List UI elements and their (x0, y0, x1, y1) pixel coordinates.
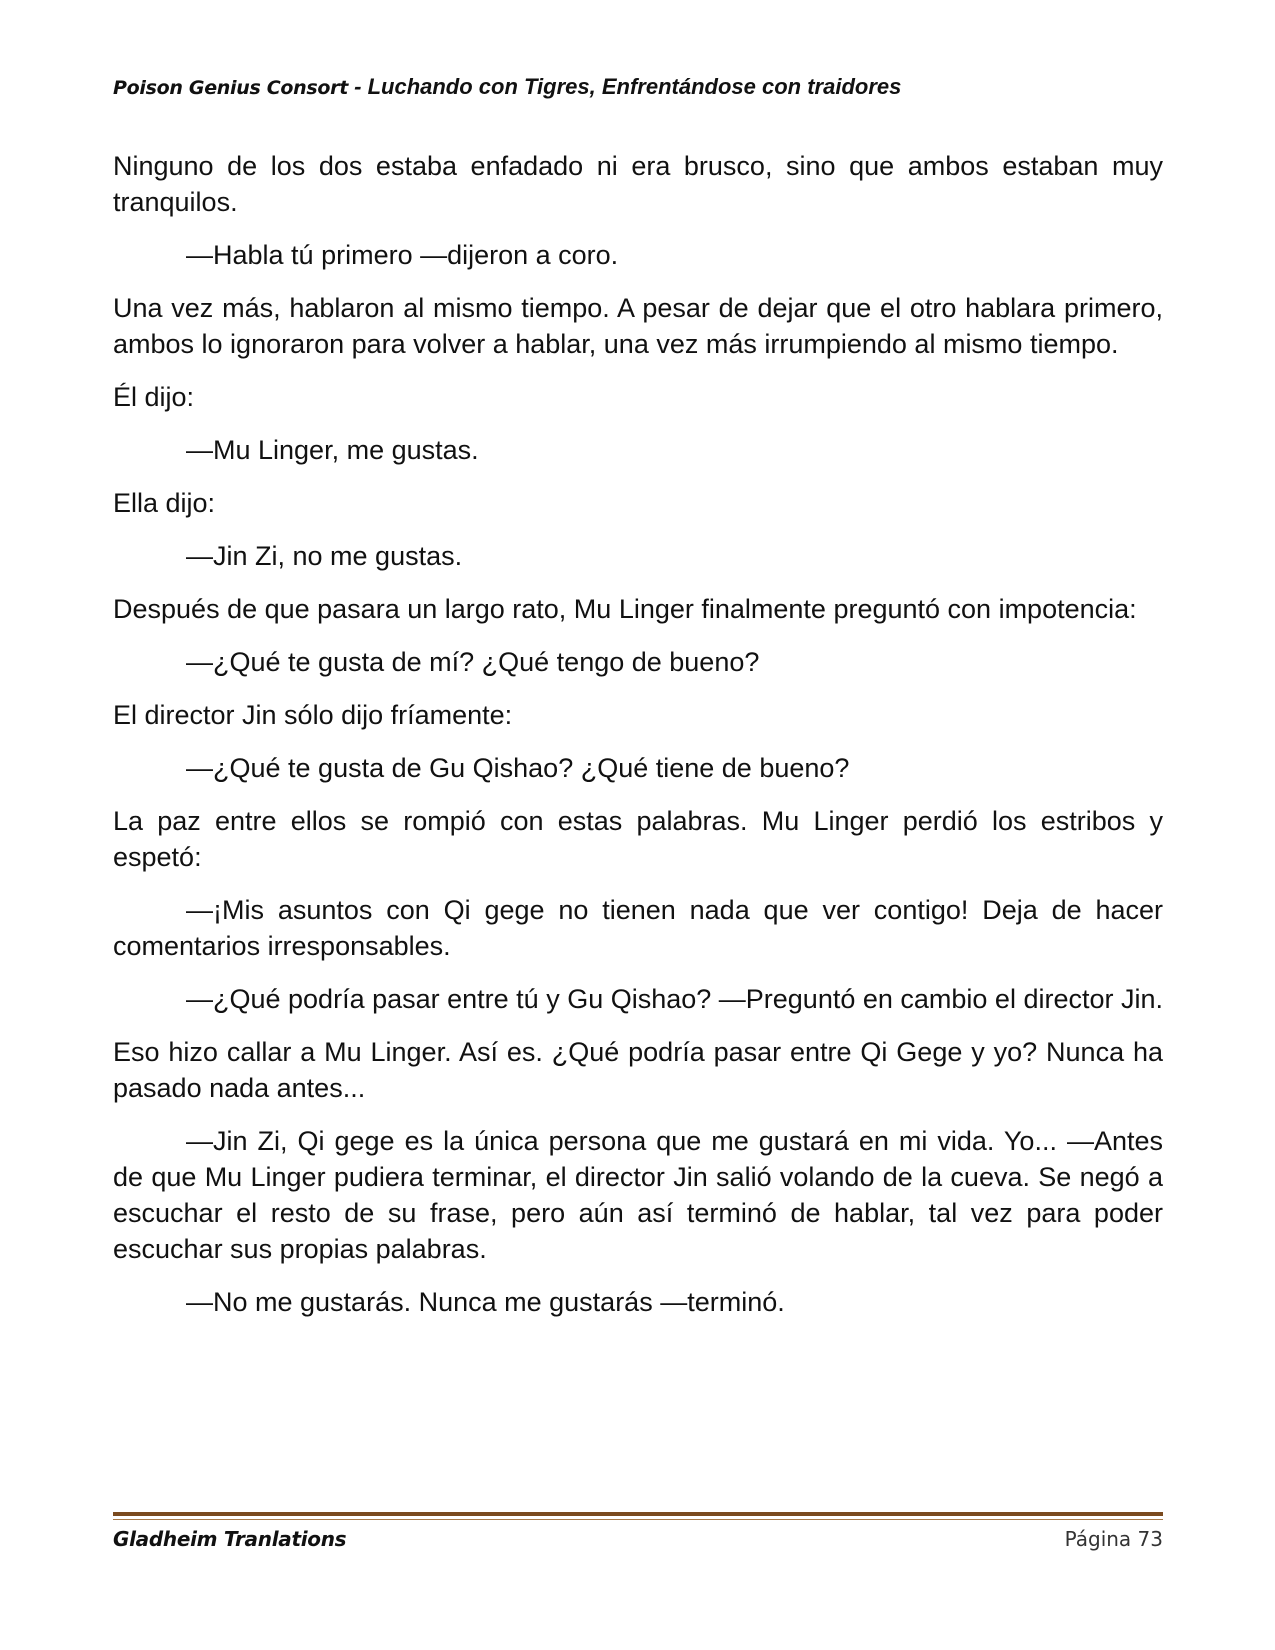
paragraph: El director Jin sólo dijo fríamente: (113, 700, 513, 730)
paragraph: Ella dijo: (113, 488, 216, 518)
footer-rule-thin (113, 1519, 1163, 1520)
paragraph: Una vez más, hablaron al mismo tiempo. A pesar de dejar que el otro hablara primero, ambos lo ignoraron para volver a hablar, una vez más irrumpiendo al mismo tiempo. (113, 293, 1163, 359)
paragraph: Él dijo: (113, 382, 195, 412)
dialogue-paragraph: —¡Mis asuntos con Qi gege no tienen nada que ver contigo! Deja de hacer comentarios irresponsables. (113, 895, 1163, 961)
running-header (113, 74, 1163, 101)
dialogue-paragraph: —¿Qué te gusta de Gu Qishao? ¿Qué tiene de bueno? (186, 753, 850, 783)
dialogue-paragraph: —Jin Zi, Qi gege es la única persona que me gustará en mi vida. Yo... —Antes de que Mu Linger pudiera terminar, el director Jin salió volando de la cueva. Se negó a escuchar el resto de su frase, pero aún así terminó de hablar, tal vez para poder escuchar sus propias palabras. (113, 1126, 1163, 1264)
paragraph: Ninguno de los dos estaba enfadado ni era brusco, sino que ambos estaban muy tranquilos. (113, 151, 1163, 217)
dialogue-paragraph: —¿Qué te gusta de mí? ¿Qué tengo de bueno? (186, 647, 760, 677)
footer-rule (113, 1512, 1163, 1516)
dialogue-paragraph: —Mu Linger, me gustas. (186, 435, 479, 465)
page-number: Página 73 (1064, 1527, 1163, 1551)
dialogue-paragraph: —No me gustarás. Nunca me gustarás —terminó. (186, 1287, 785, 1317)
dialogue-paragraph: —¿Qué podría pasar entre tú y Gu Qishao? —Preguntó en cambio el director Jin. (186, 984, 1163, 1014)
dialogue-paragraph: —Habla tú primero —dijeron a coro. (186, 240, 619, 270)
paragraph: Después de que pasara un largo rato, Mu Linger finalmente preguntó con impotencia: (113, 594, 1137, 624)
page-body (113, 148, 1163, 1337)
book-title: Poison Genius Consort (113, 77, 349, 99)
header-separator: - (348, 74, 368, 99)
chapter-title: Luchando con Tigres, Enfrentándose con traidores (367, 74, 902, 99)
paragraph: La paz entre ellos se rompió con estas palabras. Mu Linger perdió los estribos y espetó: (113, 806, 1163, 872)
paragraph: Eso hizo callar a Mu Linger. Así es. ¿Qué podría pasar entre Qi Gege y yo? Nunca ha pasado nada antes... (113, 1037, 1163, 1103)
dialogue-paragraph: —Jin Zi, no me gustas. (186, 541, 463, 571)
footer-translator: Gladheim Tranlations (113, 1527, 347, 1551)
